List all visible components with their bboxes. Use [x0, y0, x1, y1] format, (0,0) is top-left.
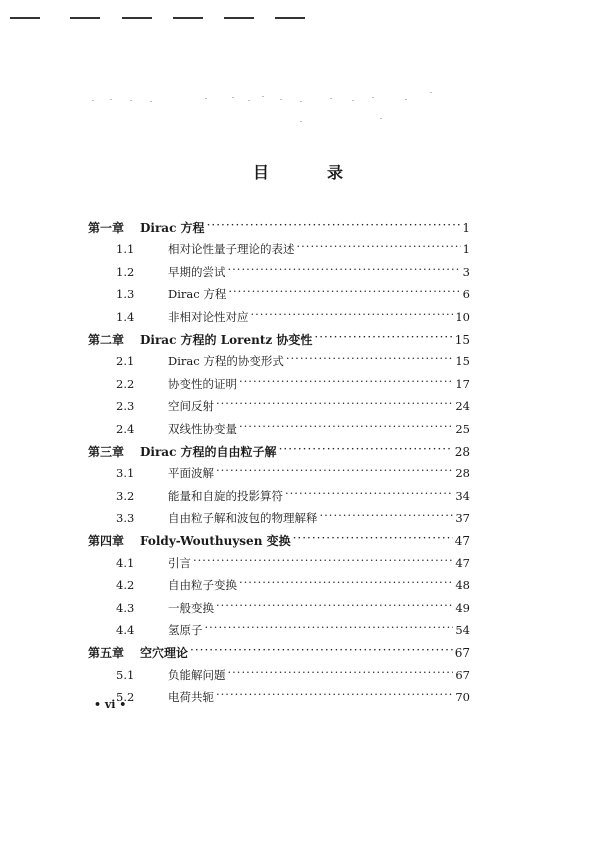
toc-entry-number: 2.2: [116, 376, 135, 391]
toc-entry-page: 24: [455, 399, 470, 414]
toc-leader-dots: [193, 556, 453, 568]
toc-leader-dots: [216, 601, 453, 613]
top-rule: [173, 17, 203, 19]
toc-leader-dots: [286, 354, 454, 366]
toc-leader-dots: [285, 489, 453, 501]
toc-leader-dots: [297, 242, 461, 254]
toc-section-entry: [88, 577, 470, 599]
toc-entry-title: 能量和自旋的投影算符: [168, 488, 283, 503]
toc-entry-number: 第五章: [88, 646, 125, 661]
toc-section-entry: [88, 286, 470, 308]
toc-section-entry: [88, 376, 470, 398]
toc-entry-title: 自由粒子变换: [168, 578, 237, 593]
toc-entry-title: 相对论性量子理论的表述: [168, 242, 295, 257]
toc-entry-title: 空间反射: [168, 399, 214, 414]
toc-entry-title: 自由粒子解和波包的物理解释: [168, 511, 318, 526]
toc-entry-title: Dirac 方程: [140, 221, 205, 235]
toc-section-entry: [88, 421, 470, 443]
top-rule: [10, 17, 40, 19]
toc-section-entry: [88, 465, 470, 487]
toc-entry-title: 双线性协变量: [168, 421, 237, 436]
table-of-contents: [88, 219, 470, 712]
toc-entry-number: 第四章: [88, 534, 125, 549]
toc-leader-dots: [216, 466, 453, 478]
toc-section-entry: [88, 622, 470, 644]
toc-entry-title: Dirac 方程: [168, 287, 227, 302]
toc-leader-dots: [239, 578, 453, 590]
toc-entry-title: Dirac 方程的协变形式: [168, 354, 284, 369]
toc-leader-dots: [190, 646, 453, 658]
toc-entry-title: 非相对论性对应: [168, 309, 249, 324]
toc-section-entry: [88, 353, 470, 375]
toc-entry-title: 氢原子: [168, 623, 203, 638]
toc-entry-page: 15: [455, 354, 470, 369]
toc-entry-title: Dirac 方程的 Lorentz 协变性: [140, 332, 313, 347]
toc-entry-number: 3.3: [116, 511, 135, 526]
toc-entry-number: 4.4: [116, 623, 135, 638]
toc-entry-number: 1.4: [116, 309, 135, 324]
toc-section-entry: [88, 241, 470, 263]
toc-entry-number: 4.3: [116, 600, 135, 615]
toc-leader-dots: [320, 511, 454, 523]
page-title: [0, 160, 596, 183]
toc-entry-number: 第二章: [88, 332, 125, 347]
toc-entry-page: 17: [455, 376, 470, 391]
toc-section-entry: [88, 264, 470, 286]
toc-entry-page: 6: [462, 287, 470, 302]
toc-chapter-entry: [88, 219, 470, 241]
toc-leader-dots: [239, 422, 453, 434]
toc-entry-number: 4.2: [116, 578, 135, 593]
toc-entry-title: 电荷共轭: [168, 690, 214, 705]
toc-entry-number: 3.2: [116, 488, 135, 503]
toc-leader-dots: [314, 333, 452, 345]
toc-entry-number: 2.3: [116, 399, 135, 414]
toc-entry-title: Dirac 方程的自由粒子解: [140, 444, 277, 459]
toc-chapter-entry: [88, 331, 470, 353]
toc-entry-page: 67: [455, 667, 470, 682]
toc-entry-page: 47: [454, 534, 470, 549]
toc-entry-number: 5.2: [116, 690, 135, 705]
toc-entry-page: 28: [454, 444, 470, 459]
title-char-right: 录: [327, 163, 344, 182]
toc-entry-title: 协变性的证明: [168, 376, 237, 391]
toc-entry-page: 67: [454, 646, 470, 661]
toc-section-entry: [88, 689, 470, 711]
top-rule: [275, 17, 305, 19]
toc-chapter-entry: [88, 443, 470, 465]
toc-section-entry: [88, 600, 470, 622]
toc-entry-number: 1.1: [116, 242, 135, 257]
toc-entry-title: Foldy-Wouthuysen 变换: [140, 534, 291, 549]
toc-entry-page: 37: [455, 511, 470, 526]
top-rule: [70, 17, 100, 19]
toc-section-entry: [88, 667, 470, 689]
toc-entry-page: 28: [455, 466, 470, 481]
toc-section-entry: [88, 488, 470, 510]
top-rule: [122, 17, 152, 19]
toc-entry-page: 48: [455, 578, 470, 593]
title-char-left: 目: [252, 163, 269, 182]
toc-entry-title: 平面波解: [168, 466, 214, 481]
toc-entry-page: 15: [454, 332, 470, 347]
toc-entry-page: 54: [455, 623, 470, 638]
toc-chapter-entry: [88, 644, 470, 666]
toc-section-entry: [88, 398, 470, 420]
toc-entry-number: 2.1: [116, 354, 135, 369]
toc-entry-page: 25: [455, 421, 470, 436]
toc-entry-page: 1: [462, 242, 470, 257]
toc-entry-page: 47: [455, 555, 470, 570]
toc-entry-number: 5.1: [116, 667, 135, 682]
toc-chapter-entry: [88, 532, 470, 554]
toc-entry-number: 第三章: [88, 444, 125, 459]
toc-entry-title: 空穴理论: [140, 646, 189, 661]
toc-entry-number: 3.1: [116, 466, 135, 481]
toc-entry-title: 早期的尝试: [168, 264, 226, 279]
toc-entry-page: 49: [455, 600, 470, 615]
toc-leader-dots: [293, 534, 453, 546]
toc-entry-page: 3: [462, 264, 470, 279]
toc-entry-number: 1.2: [116, 264, 135, 279]
toc-section-entry: [88, 309, 470, 331]
toc-leader-dots: [205, 623, 454, 635]
toc-entry-page: 1: [462, 221, 470, 235]
toc-leader-dots: [251, 310, 454, 322]
toc-entry-number: 第一章: [88, 221, 125, 235]
toc-leader-dots: [216, 399, 453, 411]
toc-entry-title: 负能解问题: [168, 667, 226, 682]
page-number: • vi •: [94, 698, 127, 711]
toc-entry-number: 2.4: [116, 421, 135, 436]
toc-leader-dots: [279, 445, 453, 457]
toc-section-entry: [88, 555, 470, 577]
toc-leader-dots: [216, 690, 453, 702]
toc-entry-number: 1.3: [116, 287, 135, 302]
toc-leader-dots: [207, 221, 461, 233]
toc-section-entry: [88, 510, 470, 532]
toc-entry-page: 70: [455, 690, 470, 705]
toc-entry-page: 34: [455, 488, 470, 503]
toc-leader-dots: [239, 377, 453, 389]
toc-entry-page: 10: [455, 309, 470, 324]
toc-entry-number: 4.1: [116, 555, 135, 570]
toc-leader-dots: [228, 265, 461, 277]
toc-entry-title: 引言: [168, 555, 191, 570]
toc-entry-title: 一般变换: [168, 600, 214, 615]
toc-leader-dots: [228, 287, 460, 299]
top-rule: [224, 17, 254, 19]
toc-leader-dots: [228, 668, 454, 680]
